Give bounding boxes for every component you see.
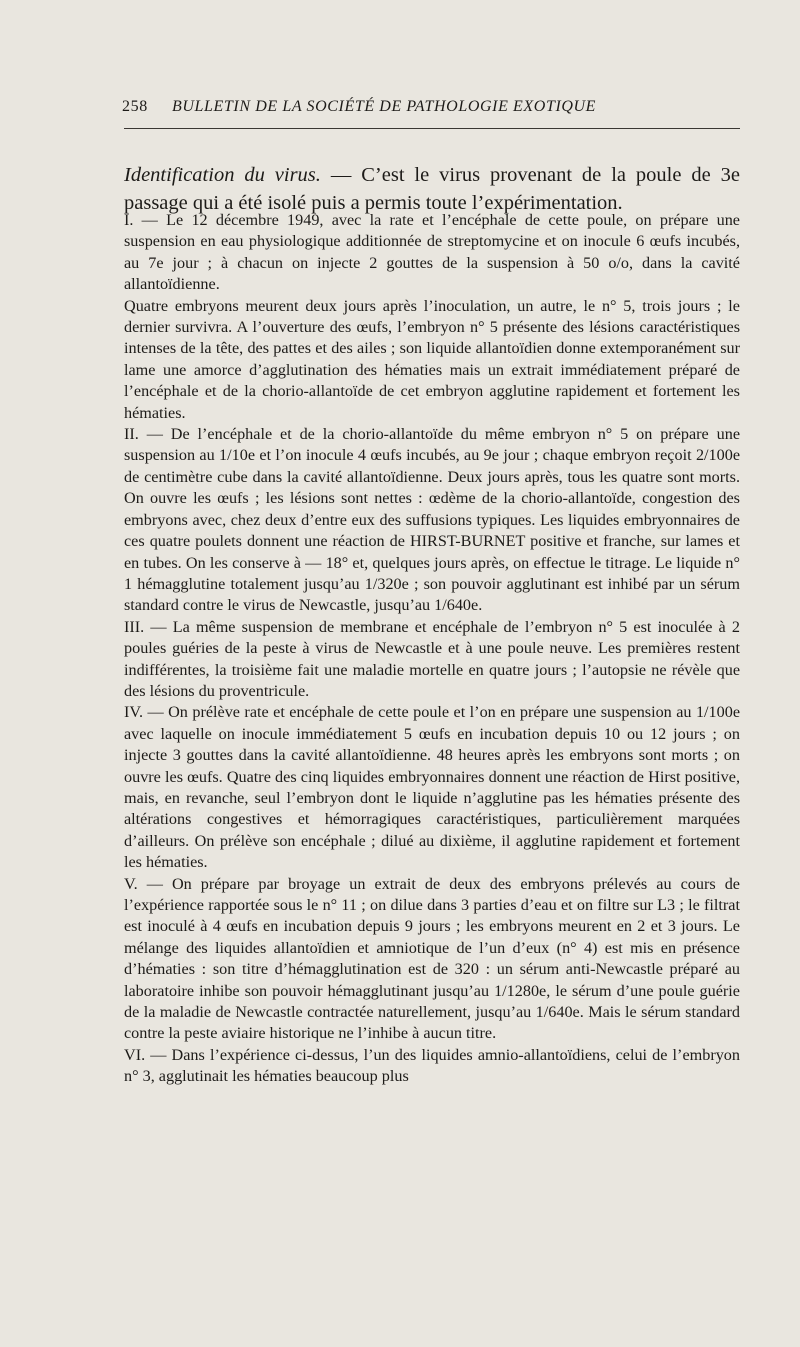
section-intro	[124, 161, 740, 217]
page-number: 258	[122, 98, 148, 115]
paragraph-1: I. — Le 12 décembre 1949, avec la rate et l’encéphale de cette poule, on prépare une suspension en eau physiologique additionnée de streptomycine et on inocule 6 œufs incubés, au 7e jour ; à chacun on injecte 2 gouttes de la suspension à 50 o/o, dans la cavité allantoïdienne.	[124, 211, 740, 294]
section-title: Identification du virus.	[124, 163, 321, 186]
paragraph-2: Quatre embryons meurent deux jours après l’inoculation, un autre, le n° 5, trois jours ; le dernier survivra. A l’ouverture des œufs, l’embryon n° 5 présente des lésions caractéristiques intenses de la tête, des pattes et des ailes ; son liquide allantoïdien donne extemporanément sur lame une amorce d’agglutination des hématies mais un extrait immédiatement préparé de l’encéphale et de la chorio-allantoïde de cet embryon agglutine rapidement et fortement les hématies.	[124, 296, 740, 422]
paragraph-7: VI. — Dans l’expérience ci-dessus, l’un des liquides amnio-allantoïdiens, celui de l’embryon n° 3, agglutinait les hématies beaucoup plus	[124, 1045, 740, 1086]
journal-title: BULLETIN DE LA SOCIÉTÉ DE PATHOLOGIE EXOTIQUE	[172, 98, 597, 115]
running-header	[122, 98, 742, 116]
section-intro-text: — C’est le virus provenant de la poule de 3e passage qui a été isolé puis a permis toute l’expérimentation.	[124, 163, 740, 214]
paragraph-3: II. — De l’encéphale et de la chorio-allantoïde du même embryon n° 5 on prépare une suspension au 1/10e et l’on inocule 4 œufs incubés, au 9e jour ; chaque embryon reçoit 2/100e de centimètre cube dans la cavité allantoïdienne. Deux jours après, tous les quatre sont morts. On ouvre les œufs ; les lésions sont nettes : œdème de la chorio-allantoïde, congestion des embryons avec, chez deux d’entre eux des suffusions typiques. Les liquides embryonnaires de ces quatre poulets donnent une réaction de HIRST-BURNET positive et franche, sur lames et en tubes. On les conserve à — 18° et, quelques jours après, on effectue le titrage. Le liquide n° 1 hémagglutine totalement jusqu’au 1/320e ; son pouvoir agglutinant est inhibé par un sérum standard contre le virus de Newcastle, jusqu’au 1/640e.	[124, 425, 740, 615]
header-rule	[124, 128, 740, 129]
paragraph-5: IV. — On prélève rate et encéphale de cette poule et l’on en prépare une suspension au 1/100e avec laquelle on inocule immédiatement 5 œufs en incubation depuis 10 ou 12 jours ; on injecte 3 gouttes dans la cavité allantoïdienne. 48 heures après les embryons sont morts ; on ouvre les œufs. Quatre des cinq liquides embryonnaires donnent une réaction de Hirst positive, mais, en revanche, seul l’embryon dont le liquide n’agglutine pas les hématies présente des altérations congestives et hémorragiques caractéristiques, particulièrement marquées d’ailleurs. On prélève son encéphale ; dilué au dixième, il agglutine rapidement et fortement les hématies.	[124, 703, 740, 872]
paragraph-4: III. — La même suspension de membrane et encéphale de l’embryon n° 5 est inoculée à 2 poules guéries de la peste à virus de Newcastle et à une poule neuve. Les premières restent indifférentes, la troisième fait une maladie mortelle en quatre jours ; l’autopsie ne révèle que des lésions du proventricule.	[124, 617, 740, 700]
paragraph-6: V. — On prépare par broyage un extrait de deux des embryons prélevés au cours de l’expérience rapportée sous le n° 11 ; on dilue dans 3 parties d’eau et on filtre sur L3 ; le filtrat est inoculé à 4 œufs en incubation depuis 9 jours ; les embryons meurent en 2 et 3 jours. Le mélange des liquides allantoïdien et amniotique de l’un d’eux (n° 4) est mis en présence d’hématies : son titre d’hémagglutination est de 320 : un sérum anti-Newcastle préparé au laboratoire inhibe son pouvoir hémagglutinant jusqu’au 1/1280e, le sérum d’une poule guérie de la maladie de Newcastle contractée naturellement, jusqu’au 1/640e. Mais le sérum standard contre la peste aviaire historique ne l’inhibe à aucun titre.	[124, 874, 740, 1043]
body-text	[124, 210, 740, 1088]
